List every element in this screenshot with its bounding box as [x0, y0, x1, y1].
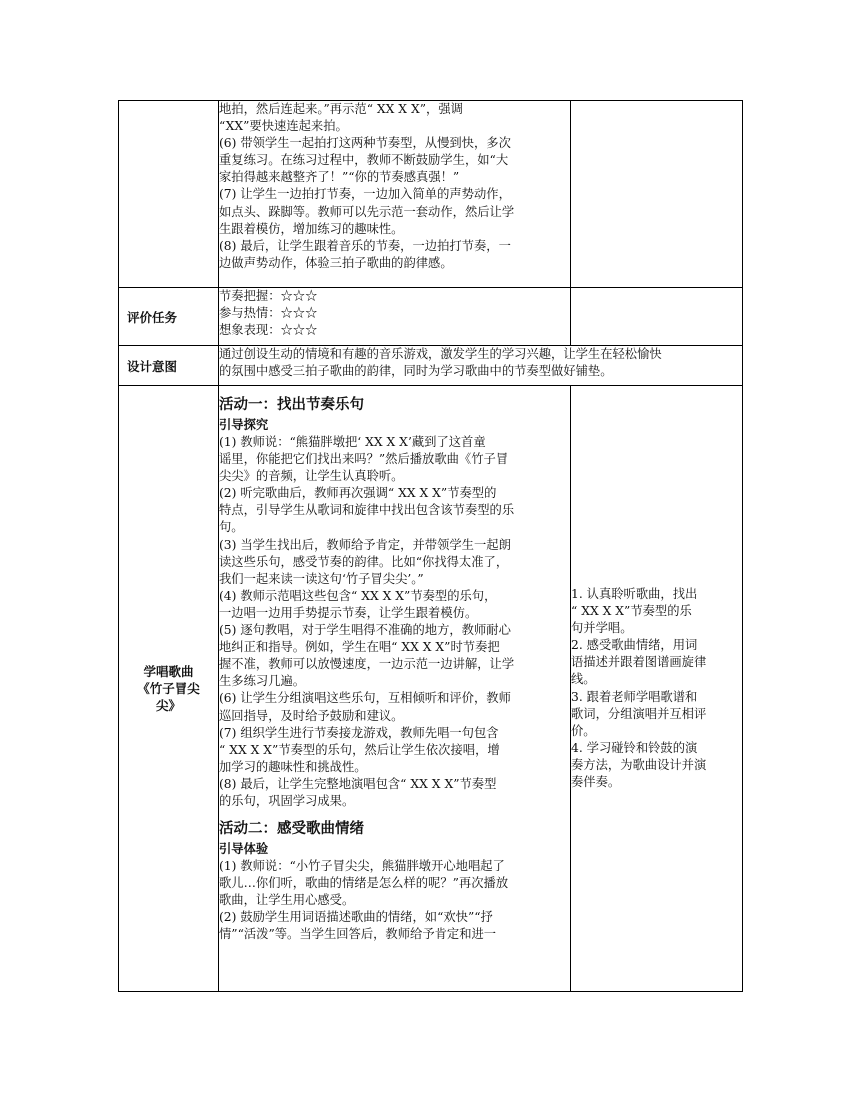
text-line: (1) 教师说：“熊猫胖墩把‘ XX X X’藏到了这首童 — [219, 435, 486, 449]
goal-line: 奏伴奏。 — [571, 774, 621, 789]
text-line: 读这些乐句，感受节奏的韵律。比如“你找得太准了， — [219, 554, 509, 569]
goal-line: 4. 学习碰铃和铃鼓的演 — [571, 740, 698, 755]
text-line: (3) 当学生找出后，教师给予肯定，并带领学生一起朗 — [219, 537, 511, 552]
activity2-title: 活动二：感受歌曲情绪 — [219, 821, 364, 838]
goal-line: 2. 感受歌曲情绪，用词 — [571, 638, 698, 653]
activity1-subtitle: 引导探究 — [219, 418, 269, 432]
text-line: 通过创设生动的情境和有趣的音乐游戏，激发学生的学习兴趣，让学生在轻松愉快 — [219, 347, 662, 361]
row-song-learning — [119, 386, 743, 992]
row1-goal-cell — [571, 101, 743, 288]
song-label — [119, 386, 219, 992]
text-line: (6) 让学生分组演唱这些乐句，互相倾听和评价，教师 — [219, 691, 511, 706]
row-design-intent — [119, 346, 743, 386]
row-evaluation — [119, 288, 743, 346]
evaluation-item: 参与热情：☆☆☆ — [219, 306, 318, 321]
design-label: 设计意图 — [119, 346, 219, 386]
text-line: 句。 — [219, 520, 244, 535]
evaluation-item: 节奏把握：☆☆☆ — [219, 289, 318, 303]
text-line: (4) 教师示范唱这些包含“ XX X X”节奏型的乐句， — [219, 588, 497, 603]
row-continued-steps — [119, 101, 743, 288]
text-line: 歌儿…你们听，歌曲的情绪是怎么样的呢？”再次播放 — [219, 876, 509, 891]
song-label-line: 《竹子冒尖 — [137, 681, 200, 696]
text-line: (1) 教师说：“小竹子冒尖尖，熊猫胖墩开心地唱起了 — [219, 859, 505, 874]
evaluation-item: 想象表现：☆☆☆ — [219, 323, 318, 338]
goal-line: 1. 认真聆听歌曲，找出 — [571, 586, 698, 601]
goal-line: 3. 跟着老师学唱歌谱和 — [571, 689, 698, 704]
text-line: (8) 最后，让学生完整地演唱包含“ XX X X”节奏型 — [219, 776, 497, 791]
text-line: 地拍，然后连起来。”再示范“ XX X X”，强调 — [219, 102, 463, 116]
row1-label-cell — [119, 101, 219, 288]
song-content — [219, 386, 571, 992]
text-line: 加学习的趣味性和挑战性。 — [219, 759, 367, 774]
song-label-line: 尖》 — [155, 698, 181, 713]
text-line: (2) 鼓励学生用词语描述歌曲的情绪，如“欢快”“抒 — [219, 910, 493, 925]
lesson-plan-table — [118, 100, 743, 992]
text-line: 我们一起来读一读这句‘竹子冒尖尖’。” — [219, 571, 424, 586]
text-line: 家拍得越来越整齐了！”“你的节奏感真强！” — [219, 170, 460, 185]
activity2-subtitle: 引导体验 — [219, 842, 269, 857]
design-content — [219, 346, 743, 386]
text-line: (6) 带领学生一起拍打这两种节奏型，从慢到快，多次 — [219, 136, 511, 151]
goal-line: 线。 — [571, 672, 596, 687]
song-goals — [571, 386, 743, 992]
row1-content-cell — [219, 101, 571, 288]
text-line: “ XX X X”节奏型的乐句，然后让学生依次接唱，增 — [219, 742, 500, 757]
text-line: 情”“活泼”等。当学生回答后，教师给予肯定和进一 — [219, 927, 497, 942]
goal-line: 奏方法，为歌曲设计并演 — [571, 757, 707, 772]
text-line: 的乐句，巩固学习成果。 — [219, 793, 355, 808]
evaluation-label: 评价任务 — [119, 288, 219, 346]
evaluation-content — [219, 288, 571, 346]
text-line: 特点，引导学生从歌词和旋律中找出包含该节奏型的乐 — [219, 503, 515, 518]
text-line: 歌曲，让学生用心感受。 — [219, 893, 355, 908]
song-label-line: 学唱歌曲 — [143, 664, 194, 679]
text-line: 一边唱一边用手势提示节奏，让学生跟着模仿。 — [219, 605, 478, 620]
text-line: (7) 让学生一边拍打节奏，一边加入简单的声势动作， — [219, 187, 511, 202]
activity1-title: 活动一：找出节奏乐句 — [219, 397, 364, 413]
goal-line: 价。 — [571, 723, 596, 738]
text-line: (5) 逐句教唱，对于学生唱得不准确的地方，教师耐心 — [219, 623, 511, 638]
text-line: 握不准，教师可以放慢速度，一边示范一边讲解，让学 — [219, 657, 515, 672]
text-line: 生多练习几遍。 — [219, 674, 306, 689]
goal-line: “ XX X X”节奏型的乐 — [571, 604, 692, 619]
text-line: 的氛围中感受三拍子歌曲的韵律，同时为学习歌曲中的节奏型做好铺垫。 — [219, 364, 613, 379]
text-line: 尖尖》的音频，让学生认真聆听。 — [219, 469, 404, 484]
text-line: 重复练习。在练习过程中，教师不断鼓励学生，如“大 — [219, 153, 509, 168]
goal-line: 句并学唱。 — [571, 621, 633, 636]
text-line: 生跟着模仿，增加练习的趣味性。 — [219, 221, 404, 236]
text-line: (2) 听完歌曲后，教师再次强调“ XX X X”节奏型的 — [219, 486, 497, 501]
goal-line: 语描述并跟着图谱画旋律 — [571, 655, 707, 670]
goal-line: 歌词，分组演唱并互相评 — [571, 706, 707, 721]
text-line: 巡回指导，及时给予鼓励和建议。 — [219, 708, 404, 723]
text-line: 地纠正和指导。例如，学生在唱“ XX X X”时节奏把 — [219, 640, 500, 655]
text-line: 谣里，你能把它们找出来吗？”然后播放歌曲《竹子冒 — [219, 452, 509, 467]
text-line: (7) 组织学生进行节奏接龙游戏，教师先唱一句包含 — [219, 725, 499, 740]
text-line: 边做声势动作，体验三拍子歌曲的韵律感。 — [219, 255, 453, 270]
text-line: 如点头、跺脚等。教师可以先示范一套动作，然后让学 — [219, 204, 515, 219]
text-line: “XX”要快速连起来拍。 — [219, 119, 348, 134]
text-line: (8) 最后，让学生跟着音乐的节奏，一边拍打节奏，一 — [219, 238, 511, 253]
evaluation-side-cell — [571, 288, 743, 346]
